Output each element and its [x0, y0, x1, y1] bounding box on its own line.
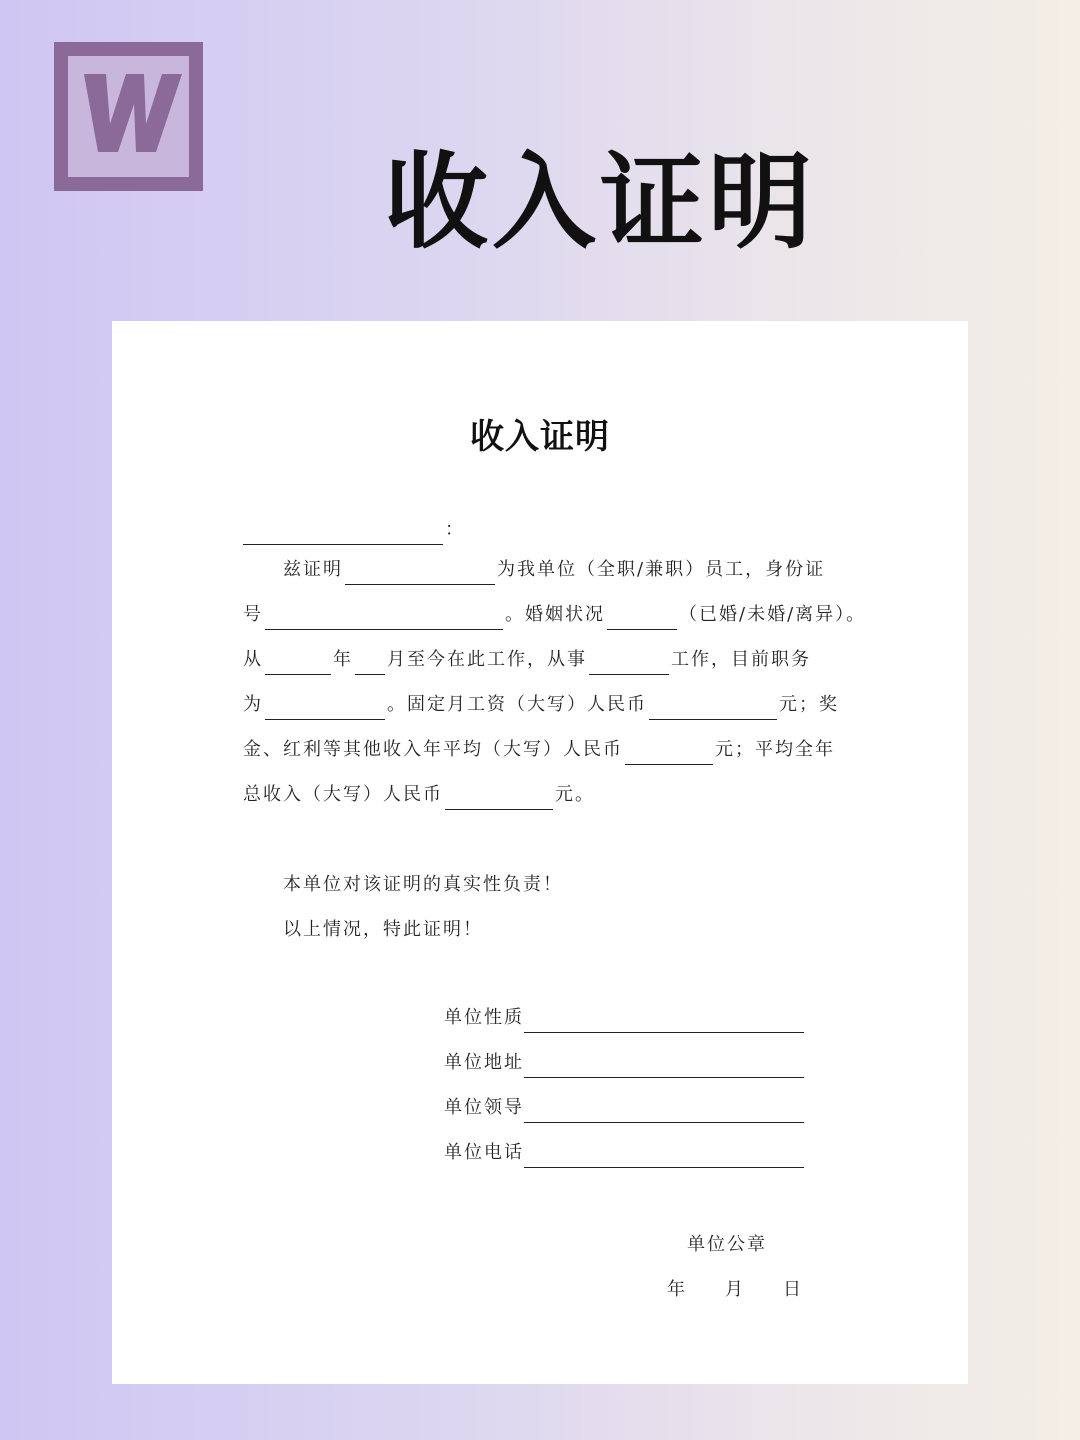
- total-income-blank[interactable]: [445, 781, 553, 810]
- text-certify: 兹证明: [283, 559, 343, 580]
- unit-address-label: 单位地址: [444, 1052, 524, 1073]
- work-type-blank[interactable]: [589, 646, 669, 675]
- poster-title: 收入证明: [383, 141, 816, 263]
- text-marital-status: 。婚姻状况: [505, 604, 605, 625]
- other-income-blank[interactable]: [625, 736, 713, 765]
- text-working-since: 月至今在此工作，从事: [387, 649, 587, 670]
- unit-nature-blank[interactable]: [524, 1004, 804, 1033]
- text-from: 从: [243, 649, 263, 670]
- unit-leader-row: [444, 1085, 806, 1130]
- text-current-position: 工作，目前职务: [671, 649, 811, 670]
- text-monthly-salary: 。固定月工资（大写）人民币: [387, 694, 647, 715]
- id-number-blank[interactable]: [265, 601, 503, 630]
- text-employee-of-unit: 为我单位（全职/兼职）员工，身份证: [497, 559, 826, 580]
- marital-status-blank[interactable]: [607, 601, 677, 630]
- document-title: 收入证明: [470, 417, 610, 457]
- unit-nature-row: [444, 995, 806, 1040]
- text-yuan-bonus: 元；奖: [779, 694, 839, 715]
- monthly-salary-blank[interactable]: [649, 691, 777, 720]
- start-month-blank[interactable]: [355, 646, 385, 675]
- text-as: 为: [243, 694, 263, 715]
- statement-certify: 以上情况，特此证明！: [283, 919, 483, 940]
- unit-phone-label: 单位电话: [444, 1142, 524, 1163]
- text-other-income: 金、红利等其他收入年平均（大写）人民币: [243, 739, 623, 760]
- unit-phone-row: [444, 1130, 806, 1175]
- statement-responsibility: 本单位对该证明的真实性负责！: [283, 874, 563, 895]
- date-year: 年: [667, 1279, 685, 1300]
- salutation-colon: ：: [445, 519, 465, 540]
- unit-nature-label: 单位性质: [444, 1007, 524, 1028]
- employee-name-blank[interactable]: [345, 556, 495, 585]
- word-document-icon: [74, 74, 182, 152]
- text-year: 年: [333, 649, 353, 670]
- unit-leader-label: 单位领导: [444, 1097, 524, 1118]
- text-marital-options: （已婚/未婚/离异）。: [679, 604, 867, 625]
- unit-leader-blank[interactable]: [524, 1094, 804, 1123]
- unit-address-blank[interactable]: [524, 1049, 804, 1078]
- start-year-blank[interactable]: [265, 646, 331, 675]
- unit-address-row: [444, 1040, 806, 1085]
- date-row: [667, 1267, 841, 1312]
- recipient-blank[interactable]: [243, 516, 443, 545]
- text-yuan-end: 元。: [555, 784, 595, 805]
- unit-phone-blank[interactable]: [524, 1139, 804, 1168]
- document-page: [112, 321, 968, 1384]
- text-id-number: 号: [243, 604, 263, 625]
- date-month: 月: [725, 1279, 743, 1300]
- text-total-income: 总收入（大写）人民币: [243, 784, 443, 805]
- unit-seal-label: 单位公章: [687, 1234, 767, 1255]
- position-blank[interactable]: [265, 691, 385, 720]
- date-day: 日: [783, 1279, 801, 1300]
- text-yuan-annual: 元；平均全年: [715, 739, 835, 760]
- word-logo: [54, 42, 203, 191]
